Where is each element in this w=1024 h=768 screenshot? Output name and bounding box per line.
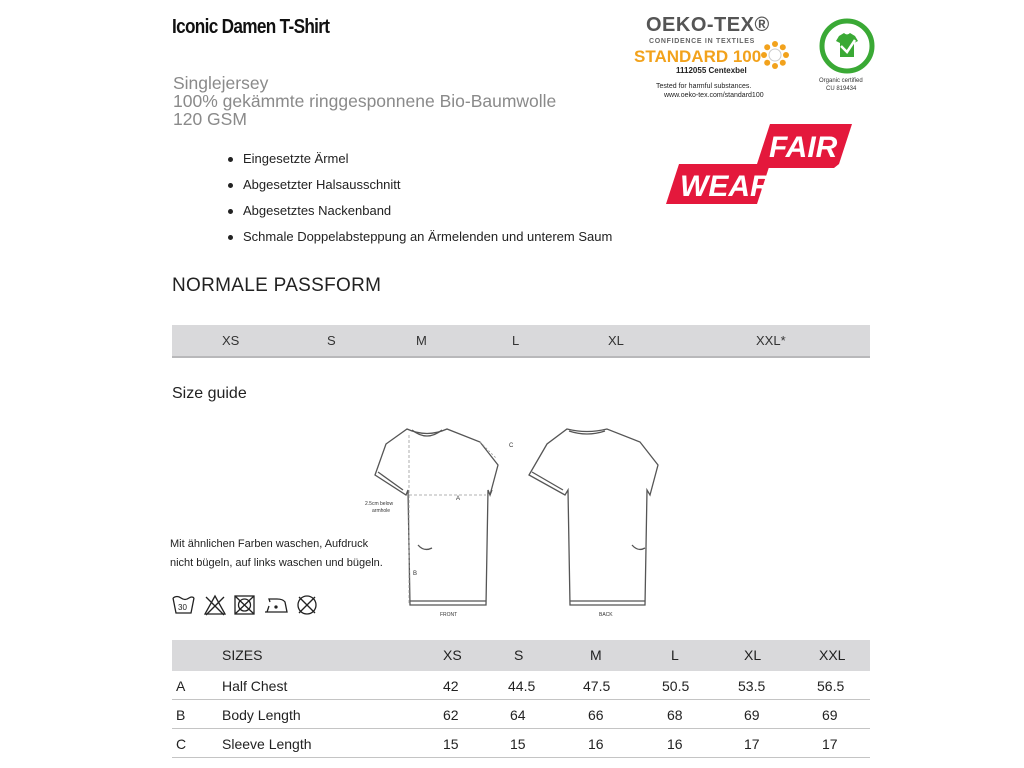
feature-list <box>228 151 612 255</box>
tshirt-front-drawing <box>375 429 498 605</box>
iron-icon <box>265 599 287 612</box>
table-cell: 69 <box>822 707 838 723</box>
table-cell: 68 <box>667 707 683 723</box>
care-icons <box>171 593 331 622</box>
feature-item: Abgesetzter Halsausschnitt <box>228 177 612 203</box>
size-bar <box>172 325 870 358</box>
fair-wear-word-2: WEAR <box>680 170 772 203</box>
row-label: Sleeve Length <box>222 736 312 752</box>
table-header-cell: M <box>590 647 602 663</box>
svg-text:30: 30 <box>178 603 187 612</box>
size-guide-heading: Size guide <box>172 385 247 402</box>
material-line-composition: 100% gekämmte ringgesponnene Bio-Baumwolle <box>173 91 557 111</box>
table-cell: 15 <box>510 736 526 752</box>
label-c: C <box>509 443 514 449</box>
product-title: Iconic Damen T-Shirt <box>172 16 330 38</box>
no-bleach-icon <box>205 596 225 615</box>
fair-wear-word-1: FAIR <box>769 131 838 164</box>
gots-caption-certified: Organic certified <box>819 78 863 84</box>
oeko-tex-standard: STANDARD 100 <box>634 47 762 66</box>
table-cell: 42 <box>443 678 459 694</box>
row-key: C <box>176 736 187 752</box>
feature-item: Abgesetztes Nackenband <box>228 203 612 229</box>
table-cell: 66 <box>588 707 604 723</box>
oeko-tex-tagline: CONFIDENCE IN TEXTILES <box>649 38 756 45</box>
label-a: A <box>456 496 461 502</box>
table-cell: 44.5 <box>508 678 536 694</box>
oeko-tex-brand: OEKO-TEX® <box>646 14 770 36</box>
row-label: Body Length <box>222 707 301 723</box>
fit-heading: NORMALE PASSFORM <box>172 275 382 296</box>
table-cell: 64 <box>510 707 526 723</box>
row-key: A <box>176 678 186 694</box>
size-option: M <box>416 333 427 348</box>
table-cell: 62 <box>443 707 459 723</box>
size-option: XS <box>222 333 240 348</box>
table-header-cell: L <box>671 647 679 663</box>
fair-wear-logo <box>666 124 852 204</box>
gots-caption-number: CU 819434 <box>826 86 857 92</box>
gots-logo <box>810 14 890 94</box>
wash-30-icon <box>173 597 194 614</box>
table-row <box>172 729 870 758</box>
armhole-note: armhole <box>372 508 391 514</box>
oeko-tex-tested-note: Tested for harmful substances. <box>656 83 752 90</box>
care-instructions: Mit ähnlichen Farben waschen, Aufdruck nicht bügeln, auf links waschen und bügeln. <box>170 538 383 569</box>
table-row <box>172 671 870 700</box>
material-line-weight: 120 GSM <box>173 109 247 129</box>
table-header-cell: S <box>514 647 524 663</box>
table-header-cell: XS <box>443 647 462 663</box>
material-description <box>173 74 556 128</box>
table-cell: 17 <box>744 736 760 752</box>
size-option: L <box>512 333 520 348</box>
table-cell: 16 <box>667 736 683 752</box>
size-option: XL <box>608 333 624 348</box>
table-cell: 47.5 <box>583 678 611 694</box>
table-cell: 53.5 <box>738 678 766 694</box>
table-cell: 56.5 <box>817 678 845 694</box>
size-option: XXL* <box>756 333 786 348</box>
armhole-note: 2.5cm below <box>365 501 394 507</box>
oeko-tex-url: www.oeko-tex.com/standard100 <box>664 92 764 99</box>
table-header-cell: SIZES <box>222 647 263 663</box>
table-header-cell: XXL <box>819 647 846 663</box>
oeko-tex-logo <box>630 14 790 104</box>
table-cell: 17 <box>822 736 838 752</box>
table-cell: 69 <box>744 707 760 723</box>
oeko-tex-certificate-number: 1112055 Centexbel <box>676 66 747 75</box>
table-cell: 50.5 <box>662 678 690 694</box>
feature-item: Eingesetzte Ärmel <box>228 151 612 177</box>
label-b: B <box>413 571 418 577</box>
row-key: B <box>176 707 186 723</box>
tshirt-back-drawing <box>529 429 658 605</box>
table-cell: 15 <box>443 736 459 752</box>
no-dry-clean-icon <box>298 596 316 614</box>
back-label: BACK <box>599 612 613 618</box>
front-label: FRONT <box>440 612 458 618</box>
table-row <box>172 700 870 729</box>
row-label: Half Chest <box>222 678 288 694</box>
feature-item: Schmale Doppelabsteppung an Ärmelenden und unterem Saum <box>228 229 612 255</box>
tshirt-diagram <box>362 420 662 620</box>
table-header-cell: XL <box>744 647 762 663</box>
table-cell: 16 <box>588 736 604 752</box>
material-line-fabric: Singlejersey <box>173 73 269 93</box>
size-table <box>172 640 870 758</box>
gots-shirt-icon <box>819 18 875 74</box>
no-tumble-dry-icon <box>235 596 254 614</box>
table-header-row <box>172 640 870 671</box>
size-option: S <box>327 333 336 348</box>
oeko-tex-flower-icon <box>760 40 790 70</box>
